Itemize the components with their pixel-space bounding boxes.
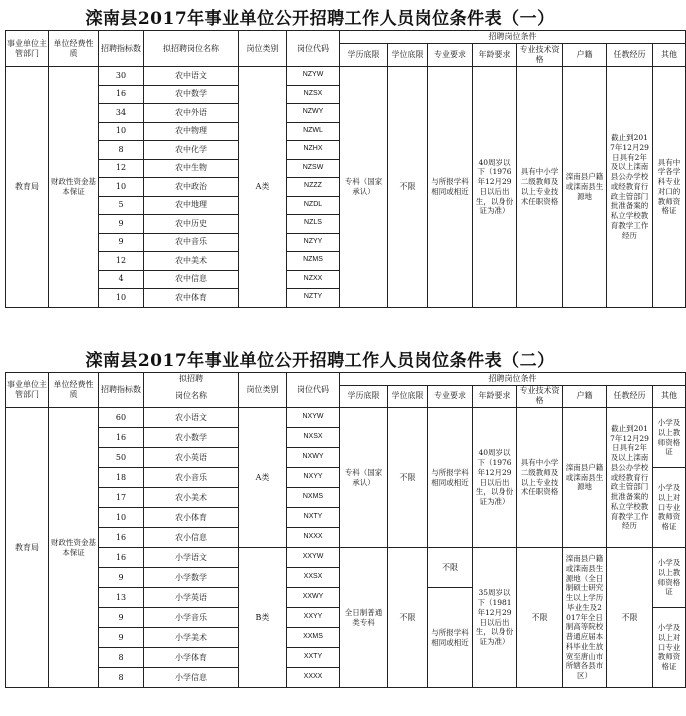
header-major: 专业要求	[428, 385, 473, 408]
position-cell: 农中生物	[144, 159, 239, 178]
header-title: 专业技术资格	[517, 44, 563, 67]
header-other: 其他	[653, 44, 686, 67]
header-position-bottom: 岗位名称	[144, 385, 239, 408]
quota-cell: 10	[99, 289, 144, 308]
quota-cell: 16	[99, 548, 144, 568]
code-cell: XXYW	[287, 548, 340, 568]
code-cell: NZLS	[287, 215, 340, 234]
title-req-a-cell: 具有中小学二级教师及以上专业技术任职资格	[517, 408, 563, 548]
table-row	[6, 408, 686, 428]
position-cell: 小学音乐	[144, 608, 239, 628]
position-cell: 农小信息	[144, 528, 239, 548]
header-other: 其他	[653, 385, 686, 408]
header-title: 专业技术资格	[517, 385, 563, 408]
code-cell: XXYY	[287, 608, 340, 628]
header-dept: 事业单位主管部门	[6, 373, 49, 408]
position-cell: 农中数学	[144, 85, 239, 104]
header-category: 岗位类别	[239, 373, 287, 408]
header-position: 拟招聘岗位名称	[144, 31, 239, 67]
quota-cell: 30	[99, 67, 144, 86]
quota-cell: 8	[99, 648, 144, 668]
header-code: 岗位代码	[287, 373, 340, 408]
quota-cell: 16	[99, 428, 144, 448]
degree-b-cell: 不限	[388, 548, 428, 688]
code-cell: NZHX	[287, 141, 340, 160]
position-cell: 小学体育	[144, 648, 239, 668]
position-cell: 农中音乐	[144, 233, 239, 252]
header-category: 岗位类别	[239, 31, 287, 67]
position-cell: 小学信息	[144, 668, 239, 688]
table-row	[6, 67, 686, 86]
code-cell: NZSX	[287, 85, 340, 104]
position-cell: 农中外语	[144, 104, 239, 123]
header-age: 年龄要求	[473, 385, 517, 408]
table-1-title: 滦南县2017年事业单位公开招聘工作人员岗位条件表（一）	[85, 9, 555, 29]
code-cell: NZXX	[287, 270, 340, 289]
quota-cell: 10	[99, 178, 144, 197]
code-cell: NXTY	[287, 508, 340, 528]
code-cell: XXWY	[287, 588, 340, 608]
code-cell: NZDL	[287, 196, 340, 215]
quota-cell: 60	[99, 408, 144, 428]
code-cell: NXYW	[287, 408, 340, 428]
experience-cell: 截止到2017年12月29日具有2年及以上滦南县公办学校或经教育行政主管部门批准备案的私立学校教育教学工作经历	[607, 67, 653, 308]
code-cell: XXMS	[287, 628, 340, 648]
title-req-cell: 具有中小学二级教师及以上专业技术任职资格	[517, 67, 563, 308]
code-cell: NZWY	[287, 104, 340, 123]
position-cell: 农中物理	[144, 122, 239, 141]
header-major: 专业要求	[428, 44, 473, 67]
code-cell: NZTY	[287, 289, 340, 308]
quota-cell: 12	[99, 159, 144, 178]
code-cell: NXWY	[287, 448, 340, 468]
hukou-a-cell: 滦南县户籍或滦南县生源地	[563, 408, 607, 548]
recruitment-table-2	[5, 372, 686, 688]
header-position-top: 拟招聘	[144, 373, 239, 386]
quota-cell: 8	[99, 668, 144, 688]
header-education: 学历底限	[340, 44, 388, 67]
position-cell: 农小音乐	[144, 468, 239, 488]
position-cell: 小学英语	[144, 588, 239, 608]
experience-a-cell: 截止到2017年12月29日具有2年及以上滦南县公办学校或经教育行政主管部门批准备案的私立学校教育教学工作经历	[607, 408, 653, 548]
position-cell: 农小数学	[144, 428, 239, 448]
dept-cell: 教育局	[6, 408, 49, 688]
code-cell: NXSX	[287, 428, 340, 448]
header-code: 岗位代码	[287, 31, 340, 67]
position-cell: 农中体育	[144, 289, 239, 308]
education-b-cell: 全日制普通类专科	[340, 548, 388, 688]
major-a-cell: 与所报学科相同或相近	[428, 408, 473, 548]
header-funding: 单位经费性质	[49, 31, 99, 67]
position-cell: 小学美术	[144, 628, 239, 648]
other-a1-cell: 小学及以上教师资格证	[653, 408, 686, 468]
category-b-cell: B类	[239, 548, 287, 688]
position-cell: 农小语文	[144, 408, 239, 428]
hukou-cell: 滦南县户籍或滦南县生源地	[563, 67, 607, 308]
code-cell: XXSX	[287, 568, 340, 588]
position-cell: 农中化学	[144, 141, 239, 160]
major-b1-cell: 不限	[428, 548, 473, 588]
code-cell: XXTY	[287, 648, 340, 668]
major-cell: 与所报学科相同或相近	[428, 67, 473, 308]
quota-cell: 5	[99, 196, 144, 215]
other-a2-cell: 小学及以上对口专业教师资格证	[653, 468, 686, 548]
code-cell: NZMS	[287, 252, 340, 271]
position-cell: 农中地理	[144, 196, 239, 215]
code-cell: XXXX	[287, 668, 340, 688]
position-cell: 小学语文	[144, 548, 239, 568]
header-education: 学历底限	[340, 385, 388, 408]
education-a-cell: 专科（国家承认）	[340, 408, 388, 548]
quota-cell: 50	[99, 448, 144, 468]
code-cell: NZYW	[287, 67, 340, 86]
position-cell: 农小体育	[144, 508, 239, 528]
table-2-title: 滦南县2017年事业单位公开招聘工作人员岗位条件表（二）	[85, 351, 555, 371]
title-req-b-cell: 不限	[517, 548, 563, 688]
quota-cell: 13	[99, 588, 144, 608]
code-cell: NZYY	[287, 233, 340, 252]
position-cell: 农中历史	[144, 215, 239, 234]
position-cell: 农小美术	[144, 488, 239, 508]
quota-cell: 17	[99, 488, 144, 508]
header-quota: 招聘指标数	[99, 31, 144, 67]
code-cell: NZZZ	[287, 178, 340, 197]
quota-cell: 18	[99, 468, 144, 488]
other-b1-cell: 小学及以上教师资格证	[653, 548, 686, 608]
header-degree: 学位底限	[388, 385, 428, 408]
dept-cell: 教育局	[6, 67, 49, 308]
funding-cell: 财政性资金基本保证	[49, 67, 99, 308]
quota-cell: 9	[99, 608, 144, 628]
header-degree: 学位底限	[388, 44, 428, 67]
code-cell: NXYY	[287, 468, 340, 488]
degree-cell: 不限	[388, 67, 428, 308]
code-cell: NZWL	[287, 122, 340, 141]
category-cell: A类	[239, 67, 287, 308]
recruitment-table-1	[5, 30, 686, 308]
header-funding: 单位经费性质	[49, 373, 99, 408]
quota-cell: 12	[99, 252, 144, 271]
header-hukou: 户籍	[563, 44, 607, 67]
quota-cell: 10	[99, 122, 144, 141]
position-cell: 农小英语	[144, 448, 239, 468]
education-cell: 专科（国家承认）	[340, 67, 388, 308]
experience-b-cell: 不限	[607, 548, 653, 688]
code-cell: NZSW	[287, 159, 340, 178]
table-row	[6, 548, 686, 568]
quota-cell: 9	[99, 215, 144, 234]
quota-cell: 10	[99, 508, 144, 528]
quota-cell: 16	[99, 528, 144, 548]
quota-cell: 4	[99, 270, 144, 289]
other-b2-cell: 小学及以上对口专业教师资格证	[653, 608, 686, 688]
header-conditions: 招聘岗位条件	[340, 31, 686, 44]
quota-cell: 8	[99, 141, 144, 160]
header-quota: 招聘指标数	[99, 373, 144, 408]
header-experience: 任教经历	[607, 385, 653, 408]
hukou-b-cell: 滦南县户籍或滦南县生源地（全日制硕士研究生以上学历毕业生及2017年全日制高等院校普通应届本科毕业生放宽至唐山市所辖各县市区）	[563, 548, 607, 688]
degree-a-cell: 不限	[388, 408, 428, 548]
age-a-cell: 40周岁以下（1976年12月29日以后出生，以身份证为准）	[473, 408, 517, 548]
position-cell: 农中美术	[144, 252, 239, 271]
code-cell: NXMS	[287, 488, 340, 508]
header-dept: 事业单位主管部门	[6, 31, 49, 67]
code-cell: NXXX	[287, 528, 340, 548]
funding-cell: 财政性资金基本保证	[49, 408, 99, 688]
quota-cell: 34	[99, 104, 144, 123]
major-b2-cell: 与所报学科相同或相近	[428, 588, 473, 688]
header-experience: 任教经历	[607, 44, 653, 67]
position-cell: 农中语文	[144, 67, 239, 86]
quota-cell: 9	[99, 568, 144, 588]
position-cell: 农中信息	[144, 270, 239, 289]
other-cell: 具有中学各学科专业对口的教师资格证	[653, 67, 686, 308]
header-conditions: 招聘岗位条件	[340, 373, 686, 386]
header-hukou: 户籍	[563, 385, 607, 408]
position-cell: 农中政治	[144, 178, 239, 197]
age-b-cell: 35周岁以下（1981年12月29日以后出生，以身份证为准）	[473, 548, 517, 688]
header-age: 年龄要求	[473, 44, 517, 67]
quota-cell: 9	[99, 628, 144, 648]
quota-cell: 16	[99, 85, 144, 104]
position-cell: 小学数学	[144, 568, 239, 588]
age-cell: 40周岁以下（1976年12月29日以后出生，以身份证为准）	[473, 67, 517, 308]
category-a-cell: A类	[239, 408, 287, 548]
quota-cell: 9	[99, 233, 144, 252]
